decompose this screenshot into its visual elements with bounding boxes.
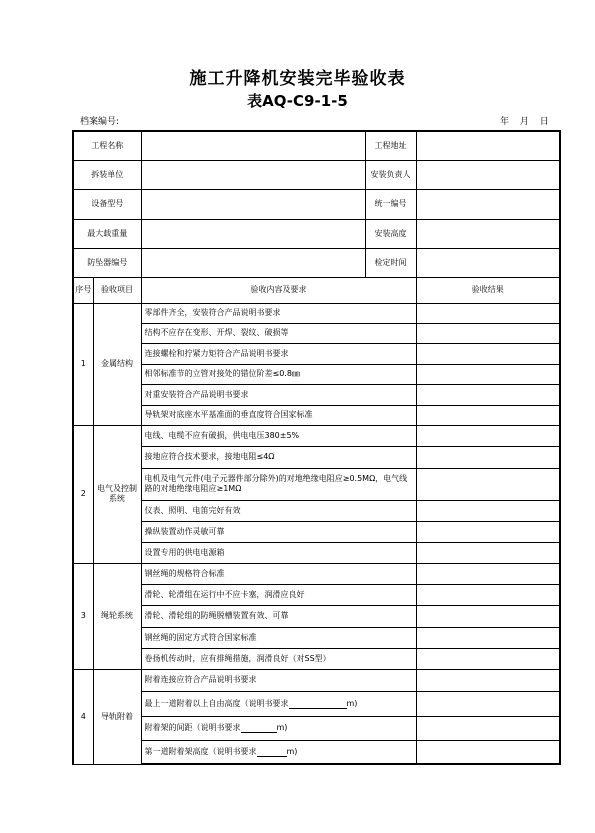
check-row — [73, 343, 560, 364]
requirement-text: 对重安装符合产品说明书要求 — [141, 384, 416, 405]
check-row — [73, 605, 560, 627]
check-row — [73, 468, 560, 500]
check-row — [73, 303, 560, 323]
result-field[interactable] — [416, 500, 560, 521]
result-field[interactable] — [416, 446, 560, 468]
requirement-text: 连接螺栓和拧紧力矩符合产品说明书要求 — [141, 343, 416, 364]
group-name: 金属结构 — [93, 303, 141, 425]
result-field[interactable] — [416, 384, 560, 405]
result-field[interactable] — [416, 468, 560, 500]
check-row — [73, 323, 560, 343]
group-number: 4 — [73, 669, 93, 764]
table-header-row — [73, 277, 560, 303]
requirement-text: 导轨架对底座水平基准面的垂直度符合国家标准 — [141, 405, 416, 425]
check-row — [73, 405, 560, 425]
info-value-field[interactable] — [141, 248, 365, 277]
result-field[interactable] — [416, 691, 560, 716]
result-field[interactable] — [416, 405, 560, 425]
requirement-text: 接地应符合技术要求，接地电阻≤4Ω — [141, 446, 416, 468]
requirement-cell — [141, 716, 416, 740]
requirement-text: 钢丝绳的规格符合标准 — [141, 563, 416, 584]
info-label: 统一编号 — [365, 189, 416, 219]
result-field[interactable] — [416, 542, 560, 563]
check-row — [73, 364, 560, 384]
result-field[interactable] — [416, 669, 560, 691]
requirement-text: 零部件齐全，安装符合产品说明书要求 — [141, 303, 416, 323]
check-row — [73, 542, 560, 563]
group-number: 2 — [73, 425, 93, 563]
info-label: 拆装单位 — [73, 160, 141, 189]
requirement-text: 最上一道附着以上自由高度（说明书要求 — [144, 698, 289, 708]
requirement-text: 相邻标准节的立管对接处的错位阶差≤0.8㎜ — [141, 364, 416, 384]
check-row — [73, 521, 560, 542]
form-title: 施工升降机安装完毕验收表 — [189, 69, 406, 89]
unit-suffix: m) — [286, 746, 298, 756]
requirement-text: 滑轮、轮滑组在运行中不应卡塞，润滑应良好 — [141, 584, 416, 605]
check-row — [73, 584, 560, 605]
info-label: 安装高度 — [365, 219, 416, 248]
requirement-text: 附着架的间距（说明书要求 — [144, 723, 241, 732]
form-code: 表AQ-C9-1-5 — [247, 92, 348, 110]
result-field[interactable] — [416, 563, 560, 584]
unit-suffix: m) — [276, 723, 288, 732]
requirement-cell — [141, 691, 416, 716]
requirement-text: 第一道附着架高度（说明书要求 — [144, 746, 257, 756]
requirement-text: 钢丝绳的固定方式符合国家标准 — [141, 627, 416, 648]
info-value-field[interactable] — [416, 160, 560, 189]
check-row — [73, 500, 560, 521]
info-label: 最大载重量 — [73, 219, 141, 248]
result-field[interactable] — [416, 323, 560, 343]
result-field[interactable] — [416, 343, 560, 364]
info-value-field[interactable] — [141, 131, 365, 160]
requirement-cell — [141, 740, 416, 764]
check-row — [73, 563, 560, 584]
result-field[interactable] — [416, 364, 560, 384]
info-value-field[interactable] — [141, 160, 365, 189]
first-height-blank[interactable] — [257, 756, 287, 757]
item-header: 验收项目 — [93, 277, 141, 303]
info-value-field[interactable] — [416, 131, 560, 160]
info-row — [73, 189, 560, 219]
info-value-field[interactable] — [416, 219, 560, 248]
info-row — [73, 219, 560, 248]
requirement-text: 电机及电气元件(电子元器件部分除外)的对地绝缘电阻应≥0.5MΩ，电气线路的对地绝缘电阻应≥1MΩ — [141, 468, 416, 500]
unit-suffix: m) — [346, 698, 358, 708]
seq-header: 序号 — [73, 277, 93, 303]
requirement-text: 电线、电缆不应有破损，供电电压380±5% — [141, 425, 416, 446]
info-label: 设备型号 — [73, 189, 141, 219]
requirement-text: 仪表、照明、电笛完好有效 — [141, 500, 416, 521]
check-row — [73, 669, 560, 691]
spacing-blank[interactable] — [241, 732, 277, 733]
check-row — [73, 740, 560, 764]
archive-number-label: 档案编号: — [80, 117, 120, 127]
result-field[interactable] — [416, 425, 560, 446]
check-row — [73, 425, 560, 446]
content-header: 验收内容及要求 — [141, 277, 416, 303]
result-field[interactable] — [416, 740, 560, 764]
check-row — [73, 716, 560, 740]
requirement-text: 附着连接应符合产品说明书要求 — [141, 669, 416, 691]
info-value-field[interactable] — [141, 219, 365, 248]
info-label: 防坠器编号 — [73, 248, 141, 277]
check-row — [73, 648, 560, 669]
info-value-field[interactable] — [416, 248, 560, 277]
check-row — [73, 384, 560, 405]
height-blank[interactable] — [289, 708, 347, 709]
result-field[interactable] — [416, 648, 560, 669]
check-row — [73, 446, 560, 468]
result-field[interactable] — [416, 584, 560, 605]
requirement-text: 设置专用的供电电源箱 — [141, 542, 416, 563]
date-label: 年 月 日 — [500, 117, 549, 127]
result-field[interactable] — [416, 716, 560, 740]
info-label: 工程名称 — [73, 131, 141, 160]
group-number: 3 — [73, 563, 93, 669]
result-field[interactable] — [416, 605, 560, 627]
requirement-text: 滑轮、滑轮组的防绳脱槽装置有效、可靠 — [141, 605, 416, 627]
info-value-field[interactable] — [141, 189, 365, 219]
result-header: 验收结果 — [416, 277, 560, 303]
group-name: 绳轮系统 — [93, 563, 141, 669]
requirement-text: 结构不应存在变形、开焊、裂纹、破损等 — [141, 323, 416, 343]
info-row — [73, 248, 560, 277]
requirement-text: 卷扬机传动时，应有排绳措施，润滑良好（对SS型） — [141, 648, 416, 669]
check-row — [73, 627, 560, 648]
info-label: 工程地址 — [365, 131, 416, 160]
group-name: 导轨附着 — [93, 669, 141, 764]
result-field[interactable] — [416, 303, 560, 323]
info-label: 检定时间 — [365, 248, 416, 277]
result-field[interactable] — [416, 627, 560, 648]
info-row — [73, 131, 560, 160]
acceptance-table — [72, 130, 561, 765]
group-name: 电气及控制系统 — [93, 425, 141, 563]
group-number: 1 — [73, 303, 93, 425]
result-field[interactable] — [416, 521, 560, 542]
info-value-field[interactable] — [416, 189, 560, 219]
check-row — [73, 691, 560, 716]
info-row — [73, 160, 560, 189]
requirement-text: 操纵装置动作灵敏可靠 — [141, 521, 416, 542]
info-label: 安装负责人 — [365, 160, 416, 189]
